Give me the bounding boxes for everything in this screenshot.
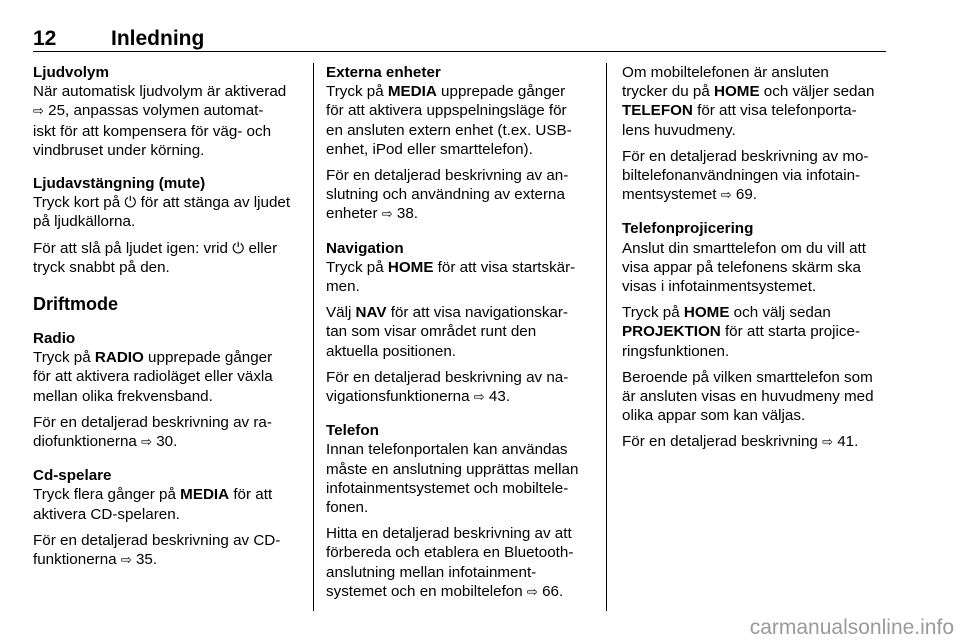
column-3 — [622, 63, 890, 453]
text-line: Välj NAV för att visa navigationskar- — [326, 304, 568, 322]
home-button-label: HOME — [714, 83, 760, 101]
heading-externa-enheter: Externa enheter — [326, 64, 441, 81]
page-reference-link[interactable]: 69 — [735, 186, 753, 204]
column-divider — [606, 63, 607, 611]
text-line: vindbruset under körning. — [33, 141, 205, 159]
heading-telefon: Telefon — [326, 422, 379, 440]
page-number: 12 — [33, 27, 57, 50]
text-line: anslutning mellan infotainment- — [326, 563, 537, 581]
text-line: på ljudkällorna. — [33, 213, 136, 231]
text-line: PROJEKTION för att starta projice- — [622, 323, 861, 341]
page-reference-link[interactable]: 41 — [837, 433, 855, 451]
media-button-label: MEDIA — [387, 83, 437, 101]
heading-radio: Radio — [33, 330, 76, 348]
text-line: För en detaljerad beskrivning av an- — [326, 167, 569, 185]
text-line: olika appar som kan väljas. — [622, 407, 806, 425]
text-line: För en detaljerad beskrivning ⇨ 41. — [622, 433, 859, 451]
projektion-button-label: PROJEKTION — [622, 323, 721, 341]
text-line: visas i infotainmentsystemet. — [622, 278, 817, 296]
text-line: mellan olika frekvensband. — [33, 387, 213, 405]
text-line: ⇨ 25, anpassas volymen automat- — [33, 102, 264, 120]
text-line: lens huvudmeny. — [622, 121, 736, 139]
watermark: carmanualsonline.info — [749, 616, 954, 639]
page-reference-link[interactable]: 38 — [396, 205, 414, 223]
text-line: infotainmentsystemet och mobiltele- — [326, 479, 569, 497]
column-2 — [326, 63, 594, 602]
text-line: Hitta en detaljerad beskrivning av att — [326, 525, 572, 543]
text-line: Tryck flera gånger på MEDIA för att — [33, 486, 273, 504]
page-reference-arrow-icon: ⇨ — [120, 553, 132, 569]
text-line: aktuella positionen. — [326, 342, 457, 360]
text-line: ringsfunktionen. — [622, 342, 730, 360]
text-line: Tryck på RADIO upprepade gånger — [33, 349, 273, 367]
header-divider — [33, 51, 886, 52]
column-divider — [313, 63, 314, 611]
power-knob-icon: ⏻ — [124, 194, 137, 212]
text-line: Tryck på MEDIA upprepade gånger — [326, 83, 566, 101]
text-line: För en detaljerad beskrivning av CD- — [33, 531, 281, 549]
text-line: tryck snabbt på den. — [33, 258, 170, 276]
text-line: måste en anslutning upprättas mellan — [326, 460, 579, 478]
page-reference-link[interactable]: 35 — [135, 551, 153, 569]
text-line: funktionerna ⇨ 35. — [33, 551, 158, 569]
text-line: Om mobiltelefonen är ansluten — [622, 64, 829, 81]
text-line: Innan telefonportalen kan användas — [326, 441, 568, 459]
section-title: Inledning — [111, 27, 205, 50]
text-line: förbereda och etablera en Bluetooth- — [326, 544, 574, 562]
text-line: för att aktivera radioläget eller växla — [33, 368, 273, 386]
page-reference-link[interactable]: 25 — [48, 102, 66, 120]
text-line: Tryck kort på ⏻ för att stänga av ljudet — [33, 194, 291, 212]
home-button-label: HOME — [387, 258, 434, 276]
heading-cd-spelare: Cd-spelare — [33, 467, 112, 485]
column-1 — [33, 63, 301, 570]
nav-button-label: NAV — [355, 304, 387, 322]
page-header — [33, 26, 886, 52]
page-reference-arrow-icon: ⇨ — [473, 390, 485, 406]
text-line: slutning och användning av externa — [326, 186, 565, 204]
text-line: är ansluten visas en huvudmeny med — [622, 388, 874, 406]
radio-button-label: RADIO — [94, 349, 144, 367]
text-line: Anslut din smarttelefon om du vill att — [622, 239, 866, 257]
text-line: trycker du på HOME och väljer sedan — [622, 83, 875, 101]
text-line: vigationsfunktionerna ⇨ 43. — [326, 388, 511, 406]
page-reference-arrow-icon: ⇨ — [381, 207, 393, 223]
text-line: För en detaljerad beskrivning av mo- — [622, 147, 869, 165]
text-line: När automatisk ljudvolym är aktiverad — [33, 83, 287, 101]
text-line: aktivera CD-spelaren. — [33, 505, 180, 523]
text-line: tan som visar området runt den — [326, 323, 537, 341]
text-line: Tryck på HOME för att visa startskär- — [326, 258, 576, 276]
text-line: iskt för att kompensera för väg- och — [33, 122, 272, 140]
heading-telefonprojicering: Telefonprojicering — [622, 220, 754, 238]
text-line: för att aktivera uppspelningsläge för — [326, 102, 567, 120]
text-line: men. — [326, 278, 360, 296]
page-reference-link[interactable]: 43 — [488, 388, 506, 406]
page-reference-arrow-icon: ⇨ — [141, 435, 152, 451]
text-line: För att slå på ljudet igen: vrid ⏻ eller — [33, 239, 278, 257]
heading-navigation: Navigation — [326, 239, 404, 257]
heading-ljudvolym: Ljudvolym — [33, 64, 109, 81]
telefon-button-label: TELEFON — [622, 102, 693, 120]
heading-driftmode: Driftmode — [33, 294, 118, 315]
page-reference-arrow-icon: ⇨ — [526, 584, 538, 600]
home-button-label: HOME — [683, 304, 730, 322]
text-line: diofunktionerna ⇨ 30. — [33, 433, 178, 451]
page-reference-arrow-icon: ⇨ — [720, 188, 732, 204]
page-reference-arrow-icon: ⇨ — [822, 435, 833, 451]
text-line: biltelefonanvändningen via infotain- — [622, 167, 861, 185]
text-line: en ansluten extern enhet (t.ex. USB- — [326, 121, 572, 139]
text-line: systemet och en mobiltelefon ⇨ 66. — [326, 582, 564, 600]
text-line: enhet, iPod eller smarttelefon). — [326, 140, 533, 158]
text-line: visa appar på telefonens skärm ska — [622, 258, 861, 276]
power-knob-icon: ⏻ — [232, 239, 245, 257]
text-line: Beroende på vilken smarttelefon som — [622, 368, 873, 386]
page-reference-link[interactable]: 30 — [156, 433, 174, 451]
heading-mute: Ljudavstängning (mute) — [33, 175, 206, 193]
media-button-label: MEDIA — [180, 486, 230, 504]
text-line: mentsystemet ⇨ 69. — [622, 186, 758, 204]
page-reference-arrow-icon: ⇨ — [33, 104, 44, 120]
text-line: För en detaljerad beskrivning av ra- — [33, 413, 272, 431]
text-line: enheter ⇨ 38. — [326, 205, 419, 223]
text-line: För en detaljerad beskrivning av na- — [326, 368, 569, 386]
text-line: Tryck på HOME och välj sedan — [622, 304, 831, 322]
text-line: TELEFON för att visa telefonporta- — [622, 102, 857, 120]
page-reference-link[interactable]: 66 — [542, 582, 559, 600]
text-line: fonen. — [326, 499, 369, 517]
